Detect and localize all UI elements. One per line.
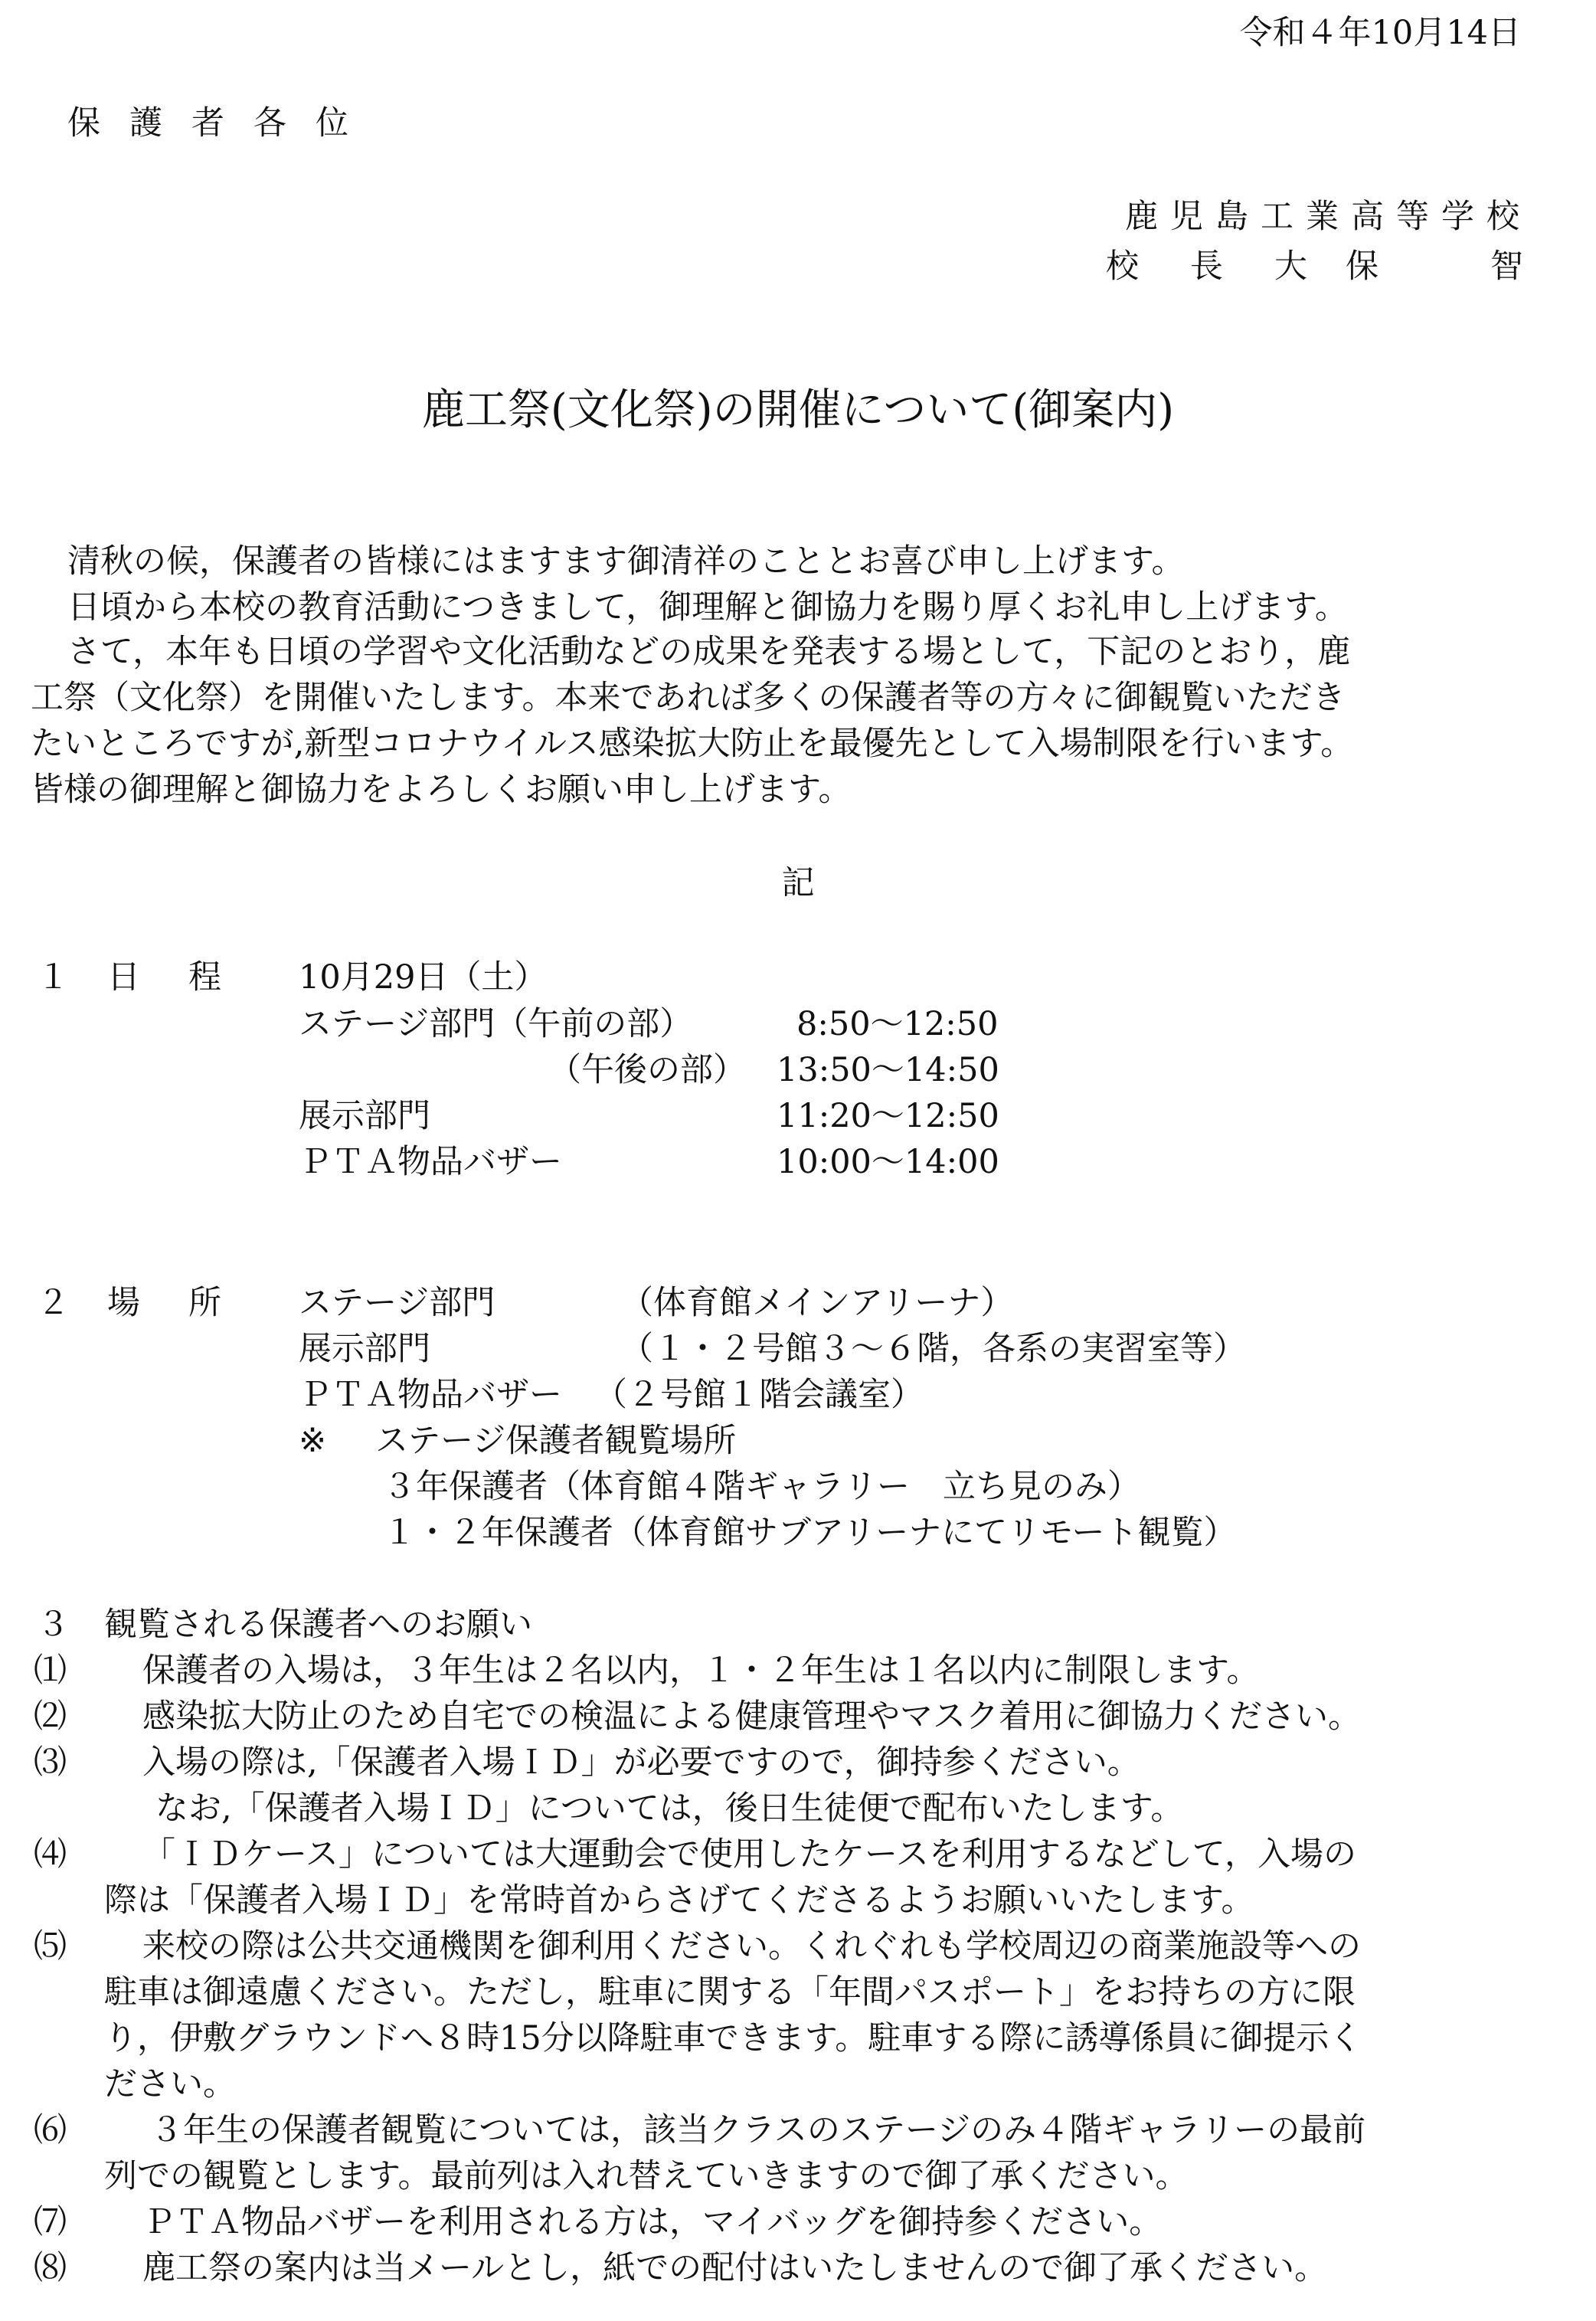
place-note-mark: ※	[299, 1422, 327, 1460]
principal-title-1: 校	[1106, 247, 1139, 286]
schedule-date: 10月29日（土）	[299, 958, 548, 997]
ki-heading: 記	[781, 864, 815, 902]
request-7-line-1: ＰＴＡ物品バザーを利用される方は，マイバッグを御持参ください。	[142, 2203, 1163, 2241]
principal-given-name: 智	[1490, 247, 1523, 286]
schedule-row-stage-morning-time: 8:50～12:50	[796, 1005, 999, 1043]
schedule-row-stage-afternoon-time: 13:50～14:50	[777, 1051, 999, 1089]
request-5-mark: ⑸	[34, 1927, 67, 1966]
greeting-paragraph-1: 清秋の候，保護者の皆様にはますます御清祥のこととお喜び申し上げます。	[67, 542, 1185, 581]
body-paragraph-3-line-2: 工祭（文化祭）を開催いたします。本来であれば多くの保護者等の方々に御観覧いただき	[31, 679, 1346, 717]
request-7-mark: ⑺	[34, 2203, 67, 2241]
schedule-row-bazaar-time: 10:00～14:00	[777, 1143, 999, 1181]
place-row-bazaar-detail: （２号館１階会議室）	[594, 1376, 924, 1414]
section-1-heading: 日 程	[107, 958, 229, 997]
request-5-line-2: 駐車は御遠慮ください。ただし，駐車に関する「年間パスポート」をお持ちの方に限	[104, 1973, 1356, 2012]
place-row-stage-label: ステージ部門	[299, 1284, 495, 1322]
schedule-row-stage-afternoon-label: （午後の部）	[548, 1051, 746, 1089]
body-paragraph-3-line-1: さて，本年も日頃の学習や文化活動などの成果を発表する場として，下記のとおり，鹿	[67, 633, 1351, 671]
request-6-line-1: ３年生の保護者観覧については，該当クラスのステージのみ４階ギャラリーの最前	[150, 2111, 1366, 2149]
section-2-heading: 場 所	[107, 1284, 229, 1322]
section-2-number: ２	[37, 1284, 70, 1322]
request-5-line-4: ださい。	[104, 2065, 236, 2103]
section-3-number: ３	[37, 1606, 70, 1644]
request-4-line-1: 「ＩＤケース」については大運動会で使用したケースを利用するなどして，入場の	[142, 1835, 1356, 1874]
request-3-line-1: 入場の際は,「保護者入場ＩＤ」が必要ですので，御持参ください。	[142, 1743, 1140, 1782]
place-row-stage-detail: （体育館メインアリーナ）	[620, 1284, 1014, 1322]
request-1-line-1: 保護者の入場は，３年生は２名以内，１・２年生は１名以内に制限します。	[142, 1652, 1260, 1690]
place-row-bazaar-label: ＰＴＡ物品バザー	[299, 1376, 562, 1414]
request-1-mark: ⑴	[34, 1652, 67, 1690]
request-4-line-2: 際は「保護者入場ＩＤ」を常時首からさげてくださるようお願いいたします。	[104, 1881, 1254, 1920]
document-title: 鹿工祭(文化祭)の開催について(御案内)	[421, 385, 1175, 435]
request-3-line-2: なお,「保護者入場ＩＤ」については，後日生徒便で配布いたします。	[123, 1789, 1184, 1828]
document-date: 令和４年10月14日	[1239, 14, 1521, 52]
schedule-row-exhibit-time: 11:20～12:50	[777, 1097, 999, 1135]
place-note-line-2: １・２年保護者（体育館サブアリーナにてリモート観覧）	[383, 1514, 1237, 1552]
request-5-line-3: り，伊敷グラウンドへ８時15分以降駐車できます。駐車する際に誘導係員に御提示く	[104, 2019, 1362, 2057]
request-2-mark: ⑵	[34, 1697, 67, 1736]
schedule-row-exhibit-label: 展示部門	[299, 1097, 430, 1135]
section-3-heading: 観覧される保護者へのお願い	[104, 1606, 532, 1644]
body-paragraph-3-line-4: 皆様の御理解と御協力をよろしくお願い申し上げます。	[31, 771, 852, 809]
request-8-mark: ⑻	[34, 2249, 67, 2287]
principal-title-2: 長	[1190, 247, 1223, 286]
request-3-mark: ⑶	[34, 1743, 67, 1782]
place-note-title: ステージ保護者観覧場所	[375, 1422, 737, 1460]
place-row-exhibit-detail: （１・２号館３～６階，各系の実習室等）	[620, 1330, 1246, 1368]
school-name: 鹿児島工業高等学校	[1125, 198, 1532, 236]
place-note-line-1: ３年保護者（体育館４階ギャラリー 立ち見のみ）	[383, 1468, 1140, 1506]
request-5-line-1: 来校の際は公共交通機関を御利用ください。くれぐれも学校周辺の商業施設等への	[142, 1927, 1361, 1966]
request-2-line-1: 感染拡大防止のため自宅での検温による健康管理やマスク着用に御協力ください。	[142, 1697, 1361, 1736]
section-1-number: １	[37, 958, 70, 997]
principal-surname: 大保	[1274, 247, 1417, 286]
greeting-paragraph-2: 日頃から本校の教育活動につきまして，御理解と御協力を賜り厚くお礼申し上げます。	[67, 588, 1348, 627]
body-paragraph-3-line-3: たいところですが,新型コロナウイルス感染拡大防止を最優先として入場制限を行います。	[31, 725, 1354, 763]
schedule-row-stage-morning-label: ステージ部門（午前の部）	[299, 1005, 693, 1043]
request-4-mark: ⑷	[34, 1835, 67, 1874]
schedule-row-bazaar-label: ＰＴＡ物品バザー	[299, 1143, 562, 1181]
place-row-exhibit-label: 展示部門	[299, 1330, 430, 1368]
request-6-line-2: 列での観覧とします。最前列は入れ替えていきますので御了承ください。	[104, 2157, 1189, 2195]
request-6-mark: ⑹	[34, 2111, 67, 2149]
addressee: 保護者各位	[67, 104, 378, 142]
request-8-line-1: 鹿工祭の案内は当メールとし，紙での配付はいたしませんので御了承ください。	[142, 2249, 1328, 2287]
